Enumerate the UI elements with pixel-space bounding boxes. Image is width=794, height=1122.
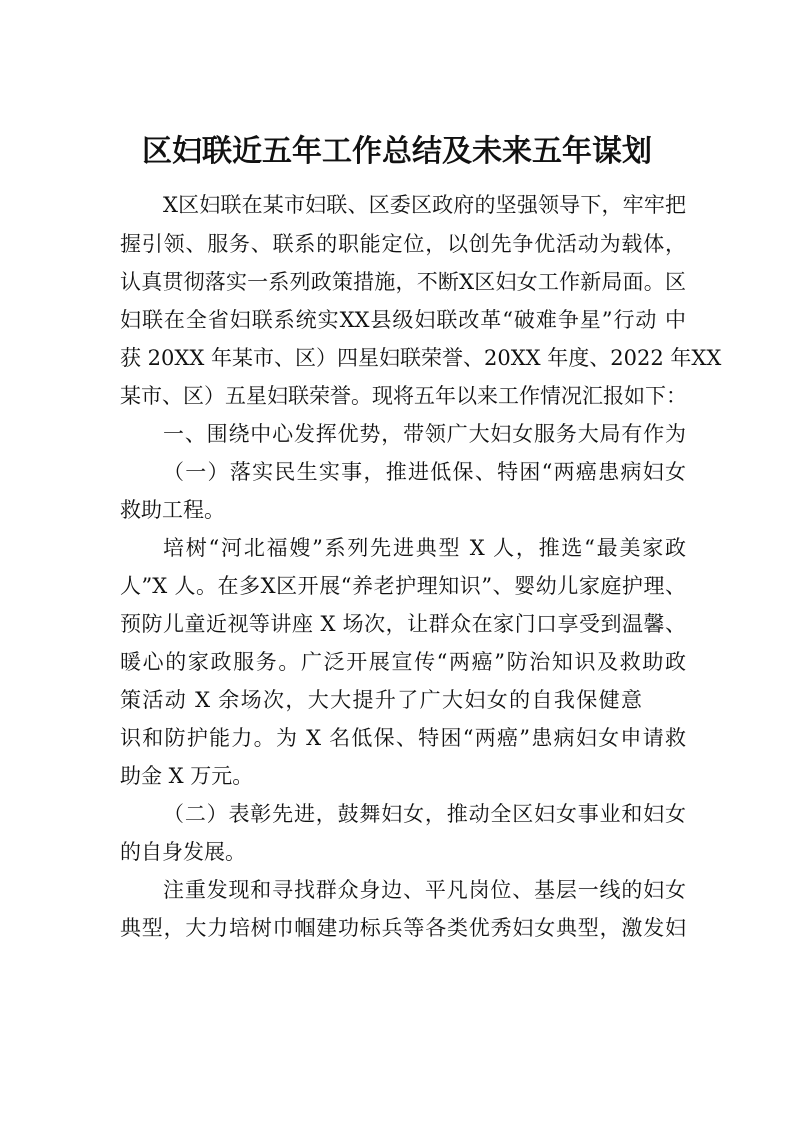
paragraph-line: 培树“河北福嫂”系列先进典型 X 人，推选“最美家政 [163,536,686,560]
paragraph-line: 某市、区）五星妇联荣誉。现将五年以来工作情况汇报如下： [120,384,687,408]
paragraph-line: 典型，大力培树巾帼建功标兵等各类优秀妇女典型，激发妇 [120,916,686,940]
paragraph-line: 获 20XX 年某市、区）四星妇联荣誉、20XX 年度、2022 年XX [120,346,722,370]
paragraph-line: 的自身发展。 [120,840,246,864]
subsection-heading: （二）表彰先进，鼓舞妇女，推动全区妇女事业和妇女 [163,802,686,826]
paragraph-line: 识和防护能力。为 X 名低保、特困“两癌”患病妇女申请救 [120,726,686,750]
paragraph-line: X区妇联在某市妇联、区委区政府的坚强领导下，牢牢把 [163,193,686,217]
paragraph-line: 妇联在全省妇联系统实XX县级妇联改革“破难争星”行动 中 [120,308,686,332]
paragraph-line: 助金 X 万元。 [120,764,254,788]
paragraph-line: 认真贯彻落实一系列政策措施，不断X区妇女工作新局面。区 [120,270,686,294]
paragraph-line: 注重发现和寻找群众身边、平凡岗位、基层一线的妇女 [163,878,686,902]
section-heading: 一、围绕中心发挥优势，带领广大妇女服务大局有作为 [163,422,686,446]
paragraph-line: 策活动 X 余场次，大大提升了广大妇女的自我保健意 [120,688,642,712]
paragraph-line: 暖心的家政服务。广泛开展宣传“两癌”防治知识及救助政 [120,650,686,674]
paragraph-line: 预防儿童近视等讲座 X 场次，让群众在家门口享受到温馨、 [120,612,686,636]
document-title: 区妇联近五年工作总结及未来五年谋划 [142,134,652,169]
paragraph-line: 握引领、服务、联系的职能定位，以创先争优活动为载体， [120,232,686,256]
paragraph-line: 人”X 人。在多X区开展“养老护理知识”、婴幼儿家庭护理、 [120,574,686,598]
subsection-heading: （一）落实民生实事，推进低保、特困“两癌患病妇女 [163,460,686,484]
paragraph-line: 救助工程。 [120,498,225,522]
